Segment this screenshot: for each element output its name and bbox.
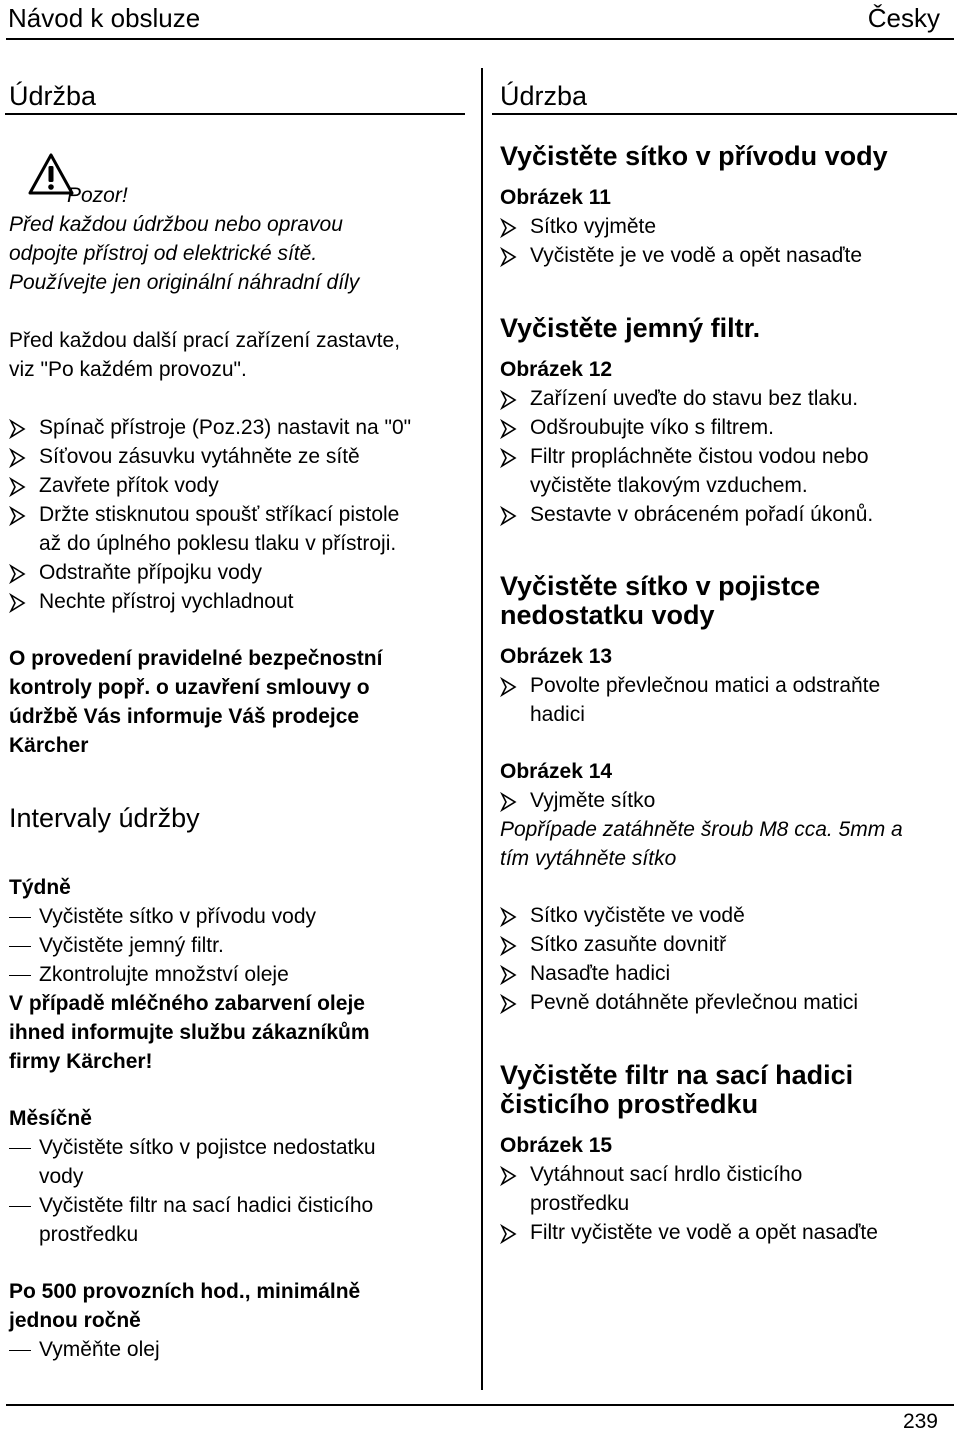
figure-label: Obrázek 13 <box>500 645 613 668</box>
weekly-note-line: V případě mléčného zabarvení oleje <box>9 992 365 1015</box>
header-rule <box>6 38 954 40</box>
contract-note-line: údržbě Vás informuje Váš prodejce <box>9 705 360 728</box>
contract-note-line: kontroly popř. o uzavření smlouvy o <box>9 676 370 699</box>
page-number: 239 <box>902 1410 938 1433</box>
figure-label: Obrázek 15 <box>500 1134 613 1157</box>
dash-bullet-icon <box>9 917 31 918</box>
heading-clean-detergent-filter: Vyčistěte filtr na sací hadici <box>500 1060 854 1090</box>
arrowhead-bullet-icon <box>500 671 522 700</box>
section-title-udrzba-right: Údrzba <box>500 81 588 111</box>
warning-label: Pozor! <box>67 184 128 207</box>
arrowhead-bullet-icon <box>500 786 522 815</box>
arrowhead-bullet-icon <box>500 988 522 1017</box>
arrowhead-bullet-icon <box>500 413 522 442</box>
weekly-title: Týdně <box>9 876 71 899</box>
italic-note-line: tím vytáhněte sítko <box>500 847 677 870</box>
arrowhead-bullet-icon <box>500 241 522 270</box>
arrowhead-bullet-icon <box>500 1160 522 1189</box>
section-title-udrzba: Údržba <box>9 81 97 111</box>
hours500-title: Po 500 provozních hod., minimálně <box>9 1280 361 1303</box>
warning-line: odpojte přístroj od elektrické sítě. <box>9 242 318 265</box>
weekly-note-line: firmy Kärcher! <box>9 1050 153 1073</box>
intro-line: Před každou další prací zařízení zastavte, <box>9 329 401 352</box>
arrowhead-bullet-icon <box>500 959 522 988</box>
dash-bullet-icon <box>9 975 31 976</box>
arrowhead-bullet-icon <box>9 587 31 616</box>
contract-note-line: Kärcher <box>9 734 89 757</box>
footer-rule <box>6 1404 954 1406</box>
arrowhead-bullet-icon <box>500 442 522 471</box>
heading-clean-detergent-filter: čisticího prostředku <box>500 1089 759 1119</box>
contract-note-line: O provedení pravidelné bezpečnostní <box>9 647 383 670</box>
arrowhead-bullet-icon <box>9 558 31 587</box>
section-rule <box>492 113 957 115</box>
arrowhead-bullet-icon <box>500 1218 522 1247</box>
heading-clean-fine-filter: Vyčistěte jemný filtr. <box>500 313 761 343</box>
arrowhead-bullet-icon <box>9 413 31 442</box>
weekly-note-line: ihned informujte službu zákazníkům <box>9 1021 370 1044</box>
heading-clean-safety-strainer: nedostatku vody <box>500 600 715 630</box>
arrowhead-bullet-icon <box>9 442 31 471</box>
italic-note-line: Popřípade zatáhněte šroub M8 cca. 5mm a <box>500 818 903 841</box>
figure-label: Obrázek 11 <box>500 186 611 209</box>
dash-bullet-icon <box>9 946 31 947</box>
warning-line: Používejte jen originální náhradní díly <box>9 271 360 294</box>
figure-label: Obrázek 12 <box>500 358 613 381</box>
arrowhead-bullet-icon <box>500 212 522 241</box>
arrowhead-bullet-icon <box>500 500 522 529</box>
monthly-title: Měsíčně <box>9 1107 92 1130</box>
dash-bullet-icon <box>9 1350 31 1351</box>
arrowhead-bullet-icon <box>500 384 522 413</box>
arrowhead-bullet-icon <box>9 500 31 529</box>
intro-line: viz "Po každém provozu". <box>9 358 247 381</box>
arrowhead-bullet-icon <box>9 471 31 500</box>
arrowhead-bullet-icon <box>500 901 522 930</box>
warning-line: Před každou údržbou nebo opravou <box>9 213 343 236</box>
dash-bullet-icon <box>9 1148 31 1149</box>
column-divider <box>481 68 483 1390</box>
dash-bullet-icon <box>9 1206 31 1207</box>
arrowhead-bullet-icon <box>500 930 522 959</box>
hours500-title: jednou ročně <box>9 1309 141 1332</box>
figure-label: Obrázek 14 <box>500 760 613 783</box>
heading-clean-inlet-strainer: Vyčistěte sítko v přívodu vody <box>500 141 888 171</box>
heading-clean-safety-strainer: Vyčistěte sítko v pojistce <box>500 571 821 601</box>
section-rule <box>5 113 465 115</box>
header-language: Česky <box>867 3 940 33</box>
header-title: Návod k obsluze <box>8 3 201 33</box>
intervals-title: Intervaly údržby <box>9 803 200 833</box>
